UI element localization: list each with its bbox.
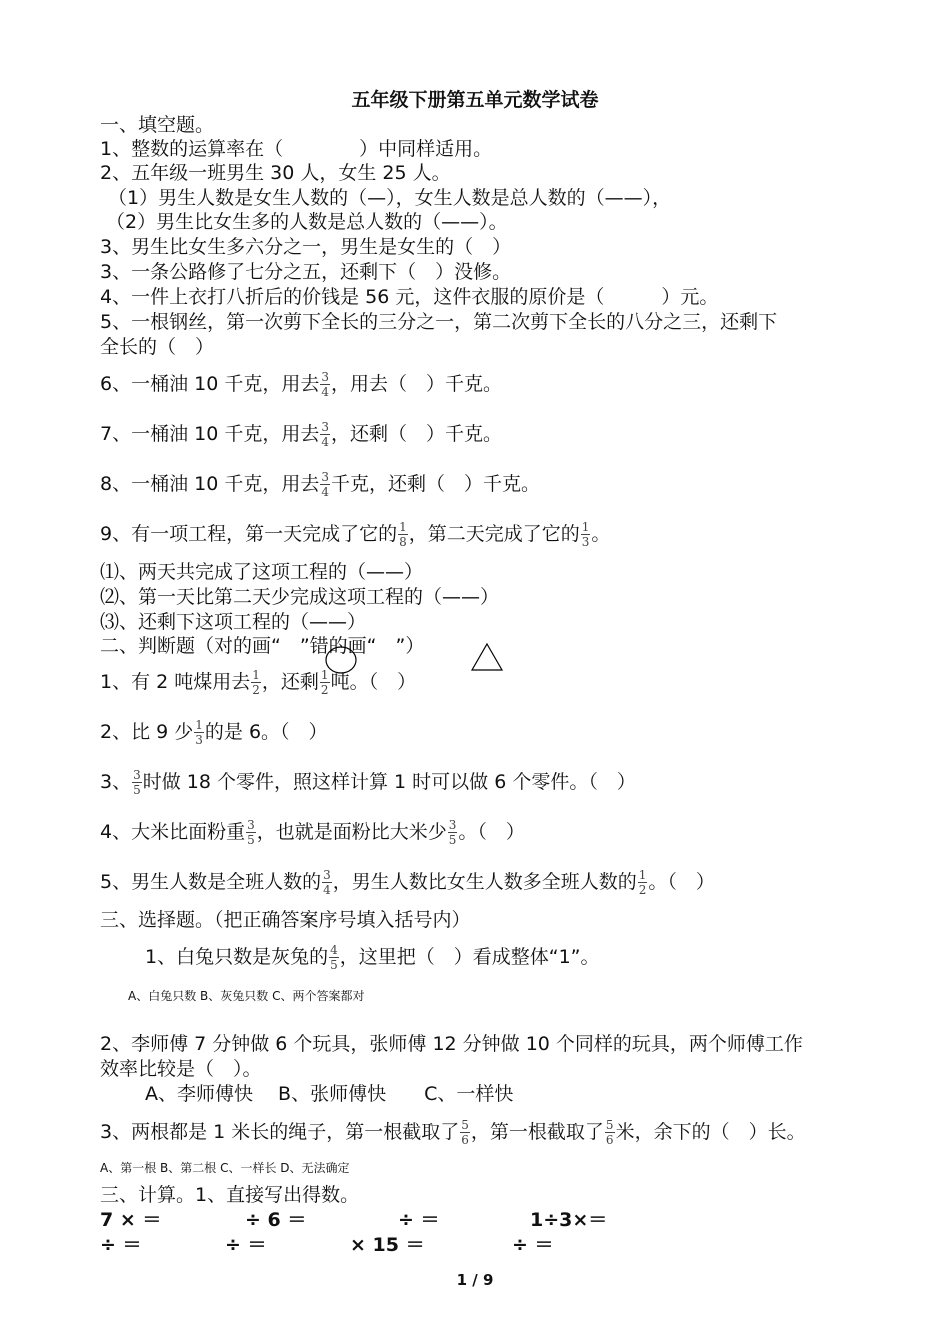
fraction: $\frac{3}{5}$ bbox=[133, 768, 141, 797]
judge-q5: 5、男生人数是全班人数的 $\frac{3}{4}$ ，男生人数比女生人数多全班人数的 $\frac{1}{2}$ 。（ ） bbox=[100, 868, 715, 897]
fill-q2-part1: （1）男生人数是女生人数的（—），女生人数是总人数的（——）， bbox=[108, 187, 672, 209]
fraction: $\frac{1}{2}$ bbox=[252, 668, 260, 697]
fill-q7: 7、一桶油 10 千克，用去 $\frac{3}{4}$ ，还剩（ ）千克。 bbox=[100, 420, 503, 449]
fill-q5-line2: 全长的（ ） bbox=[100, 336, 215, 358]
choice-q1: 1、白兔只数是灰兔的 $\frac{4}{5}$ ，这里把（ ）看成整体“1”。 bbox=[145, 943, 600, 972]
fraction: $\frac{1}{8}$ bbox=[399, 520, 407, 549]
fraction: $\frac{3}{4}$ bbox=[321, 470, 329, 499]
fraction: $\frac{5}{6}$ bbox=[461, 1118, 469, 1147]
choice-q1-options: A、白兔只数 B、灰兔只数 C、两个答案都对 bbox=[128, 989, 365, 1003]
fill-q9-part1: ⑴、两天共完成了这项工程的（——） bbox=[100, 561, 424, 583]
judge-q1: 1、有 2 吨煤用去 $\frac{1}{2}$ ，还剩 $\frac{1}{2}$ 吨。（ ） bbox=[100, 668, 417, 697]
fill-q5-line1: 5、一根钢丝，第一次剪下全长的三分之一，第二次剪下全长的八分之三，还剩下 bbox=[100, 311, 778, 333]
fill-q9: 9、有一项工程，第一天完成了它的 $\frac{1}{8}$ ，第二天完成了它的 $\frac{1}{3}$ 。 bbox=[100, 520, 611, 549]
fraction: $\frac{1}{2}$ bbox=[320, 668, 329, 697]
calc-item: ÷ ＝ bbox=[512, 1234, 554, 1256]
page-title: 五年级下册第五单元数学试卷 bbox=[351, 89, 599, 111]
judge-q4: 4、大米比面粉重 $\frac{3}{5}$ ，也就是面粉比大米少 $\frac{3}{5}$ 。（ ） bbox=[100, 818, 525, 847]
fraction: $\frac{1}{2}$ bbox=[638, 868, 647, 897]
fill-q2-part2: （2）男生比女生多的人数是总人数的（——）。 bbox=[106, 211, 508, 233]
choice-q2-line2: 效率比较是（ ）。 bbox=[100, 1058, 262, 1080]
calc-item: ÷ 6 ＝ bbox=[245, 1209, 307, 1231]
calc-item: ÷ ＝ bbox=[100, 1234, 142, 1256]
fill-q1: 1、整数的运算率在（ ）中同样适用。 bbox=[100, 138, 493, 160]
fill-q8: 8、一桶油 10 千克，用去 $\frac{3}{4}$ 千克，还剩（ ）千克。 bbox=[100, 470, 541, 499]
section-4-heading: 三、计算。1、直接写出得数。 bbox=[100, 1184, 360, 1206]
fraction: $\frac{5}{6}$ bbox=[605, 1118, 614, 1147]
choice-q3: 3、两根都是 1 米长的绳子，第一根截取了 $\frac{5}{6}$ ，第一根截取了 $\frac{5}{6}$ 米，余下的（ ）长。 bbox=[100, 1118, 806, 1147]
fraction: $\frac{1}{3}$ bbox=[195, 718, 203, 747]
page-number: 1 / 9 bbox=[456, 1271, 494, 1289]
section-1-heading: 一、填空题。 bbox=[100, 114, 215, 136]
calc-item: 1÷3×＝ bbox=[530, 1209, 608, 1231]
triangle-mark-icon bbox=[470, 642, 504, 672]
fill-q2: 2、五年级一班男生 30 人，女生 25 人。 bbox=[100, 162, 451, 184]
fraction: $\frac{3}{5}$ bbox=[247, 818, 255, 847]
choice-q2-options: A、李师傅快 B、张师傅快 C、一样快 bbox=[145, 1083, 514, 1105]
fill-q3b: 3、一条公路修了七分之五，还剩下（ ）没修。 bbox=[100, 261, 512, 283]
choice-q3-options: A、第一根 B、第二根 C、一样长 D、无法确定 bbox=[100, 1161, 350, 1175]
judge-q2: 2、比 9 少 $\frac{1}{3}$ 的是 6。（ ） bbox=[100, 718, 328, 747]
section-3-heading: 三、选择题。（把正确答案序号填入括号内） bbox=[100, 909, 471, 931]
fill-q3a: 3、男生比女生多六分之一，男生是女生的（ ） bbox=[100, 236, 512, 258]
section-2-heading: 二、判断题（对的画“ ”错的画“ ”） bbox=[100, 635, 425, 657]
choice-q2-line1: 2、李师傅 7 分钟做 6 个玩具，张师傅 12 分钟做 10 个同样的玩具，两个师傅工作 bbox=[100, 1033, 803, 1055]
calc-item: 7 × ＝ bbox=[100, 1209, 162, 1231]
fraction: $\frac{3}{4}$ bbox=[323, 868, 331, 897]
judge-q3: 3、 $\frac{3}{5}$ 时做 18 个零件，照这样计算 1 时可以做 6 个零件。（ ） bbox=[100, 768, 636, 797]
fraction: $\frac{3}{5}$ bbox=[448, 818, 457, 847]
calc-item: ÷ ＝ bbox=[225, 1234, 267, 1256]
fill-q6: 6、一桶油 10 千克，用去 $\frac{3}{4}$ ，用去（ ）千克。 bbox=[100, 370, 503, 399]
fraction: $\frac{3}{4}$ bbox=[321, 420, 329, 449]
fill-q9-part3: ⑶、还剩下这项工程的（——） bbox=[100, 611, 367, 633]
fill-q4: 4、一件上衣打八折后的价钱是 56 元，这件衣服的原价是（ ）元。 bbox=[100, 286, 719, 308]
fill-q9-part2: ⑵、第一天比第二天少完成这项工程的（——） bbox=[100, 586, 500, 608]
calc-item: × 15 ＝ bbox=[350, 1234, 425, 1256]
calc-item: ÷ ＝ bbox=[398, 1209, 440, 1231]
fraction: $\frac{4}{5}$ bbox=[330, 943, 338, 972]
fraction: $\frac{1}{3}$ bbox=[581, 520, 590, 549]
fraction: $\frac{3}{4}$ bbox=[321, 370, 329, 399]
